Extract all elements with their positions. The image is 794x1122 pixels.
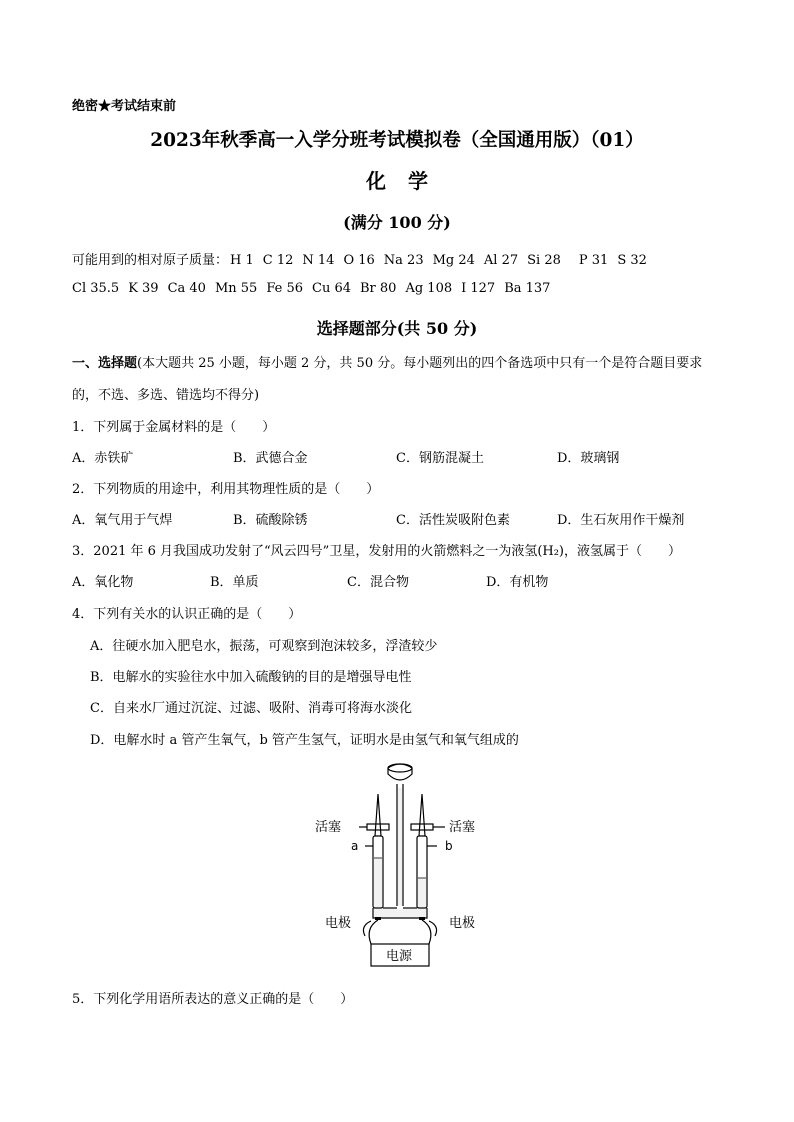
confidential-mark: 绝密★考试结束前 (72, 99, 177, 114)
section-instructions-line-1 (72, 352, 702, 371)
question-1-option-d: D．玻璃钢 (557, 451, 620, 466)
atomic-mass: Na 23 (383, 253, 424, 268)
question-3-option-a: A．氧化物 (72, 575, 134, 590)
atomic-mass: Mg 24 (432, 253, 475, 268)
section-heading: 一、选择题 (72, 356, 138, 371)
wire-right (422, 920, 431, 944)
stopcock-right (411, 824, 433, 830)
question-4-option-b: B．电解水的实验往水中加入硫酸钠的目的是增强导电性 (90, 670, 412, 685)
atomic-mass: Fe 56 (266, 281, 303, 296)
wire-left (369, 920, 378, 944)
tube-b-label: b (445, 839, 453, 853)
stopcock-right-label: 活塞 (449, 820, 476, 835)
section-instructions-line-2: 的，不选、多选、错选均不得分) (72, 388, 260, 403)
atomic-mass: Cu 64 (312, 281, 351, 296)
atomic-mass: Ba 137 (504, 281, 551, 296)
water-fill-connector (374, 909, 426, 917)
question-1-stem: 1．下列属于金属材料的是（ ） (72, 420, 276, 435)
water-fill-b (418, 879, 426, 907)
section-title: 选择题部分(共 50 分) (316, 319, 478, 338)
electrode-left-label: 电极 (325, 916, 352, 931)
atomic-mass: O 16 (343, 253, 375, 268)
electrode-right-label: 电极 (449, 916, 476, 931)
question-1-option-b: B．武德合金 (233, 451, 308, 466)
electrolysis-apparatus-diagram (305, 758, 495, 973)
question-2-option-c: C．活性炭吸附色素 (396, 513, 510, 528)
water-fill-a (374, 859, 382, 907)
question-3-stem: 3．2021 年 6 月我国成功发射了“风云四号”卫星，发射用的火箭燃料之一为液氢(H₂)，液氢属于（ ） (72, 544, 682, 559)
atomic-mass: C 12 (262, 253, 294, 268)
question-3-option-c: C．混合物 (347, 575, 409, 590)
question-3-option-b: B．单质 (210, 575, 259, 590)
stopcock-left (367, 824, 389, 830)
funnel-rim (388, 764, 412, 772)
atomic-masses-line-1 (72, 249, 656, 268)
atomic-mass: S 32 (617, 253, 647, 268)
stopcock-left-label: 活塞 (315, 820, 342, 835)
tube-a-label: a (351, 839, 359, 853)
atomic-mass: Ca 40 (167, 281, 206, 296)
atomic-mass: N 14 (302, 253, 335, 268)
power-label: 电源 (386, 949, 413, 964)
atomic-mass: I 127 (461, 281, 496, 296)
question-2-option-d: D．生石灰用作干燥剂 (557, 513, 685, 528)
atomic-mass: P 31 (578, 253, 609, 268)
atomic-mass: Al 27 (483, 253, 519, 268)
question-3-option-d: D．有机物 (486, 575, 549, 590)
atomic-mass: Ag 108 (405, 281, 453, 296)
question-2-option-a: A．氧气用于气焊 (72, 513, 173, 528)
subject-title: 化学 (366, 169, 450, 193)
question-4-option-d: D．电解水时 a 管产生氧气，b 管产生氢气，证明水是由氢气和氧气组成的 (90, 733, 519, 748)
atomic-masses-line-2 (72, 281, 559, 296)
atomic-masses-label: 可能用到的相对原子质量： (72, 253, 229, 268)
water-fill-stem (398, 788, 402, 906)
atomic-mass: Si 28 (527, 253, 561, 268)
atomic-mass: Br 80 (360, 281, 397, 296)
instructions-text: (本大题共 25 小题，每小题 2 分，共 50 分。每小题列出的四个备选项中只有一个是符合题目要求 (137, 356, 703, 371)
question-2-option-b: B．硫酸除锈 (233, 513, 308, 528)
question-4-option-c: C．自来水厂通过沉淀、过滤、吸附、消毒可将海水淡化 (90, 701, 412, 716)
exam-title: 2023年秋季高一入学分班考试模拟卷（全国通用版）（01） (150, 130, 644, 151)
atomic-mass: Mn 55 (214, 281, 258, 296)
question-5-stem: 5．下列化学用语所表达的意义正确的是（ ） (72, 992, 354, 1007)
question-1-option-c: C．钢筋混凝土 (396, 451, 484, 466)
question-1-option-a: A．赤铁矿 (72, 451, 134, 466)
atomic-mass: K 39 (128, 281, 159, 296)
full-score: (满分 100 分) (343, 213, 451, 232)
question-4-stem: 4．下列有关水的认识正确的是（ ） (72, 607, 302, 622)
question-4-option-a: A．往硬水加入肥皂水，振荡，可观察到泡沫较多，浮渣较少 (90, 639, 438, 654)
atomic-mass: H 1 (230, 253, 254, 268)
atomic-mass: Cl 35.5 (72, 281, 120, 296)
question-2-stem: 2．下列物质的用途中，利用其物理性质的是（ ） (72, 482, 380, 497)
